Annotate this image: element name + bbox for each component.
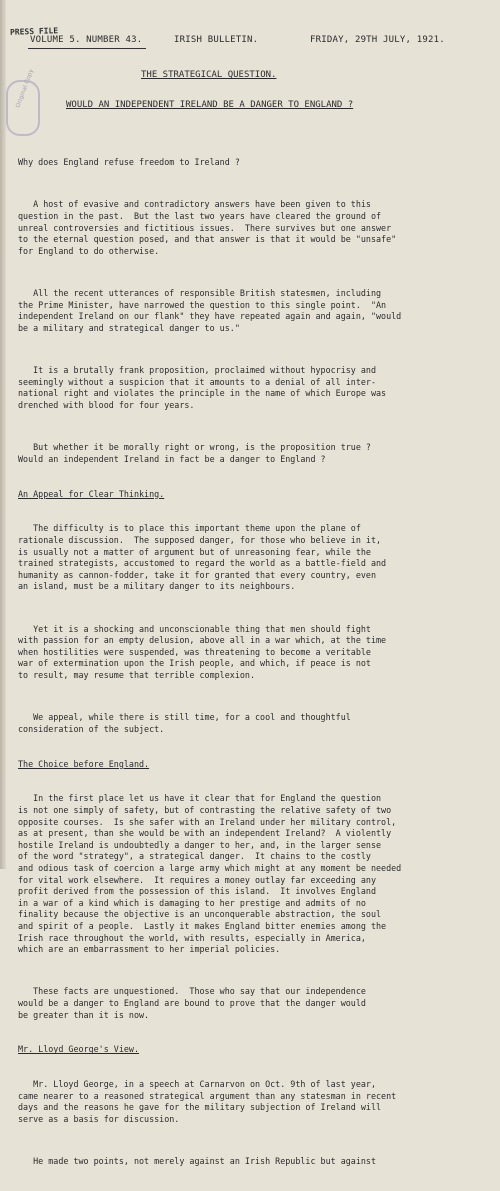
paragraph: In the first place let us have it clear that for England the question is not one simply of safety, but of contrasting the relative safety of two opposite courses. Is she safer with an Ireland under her military control, as at present, than she would be with an independent Ireland? A violently hostile Ireland is undoubtedly a danger to her, and, in the larger sense of the word "strategy", a strategical danger. It chains to the costly and odious task of coercion a large army which might at any moment be needed for vital work elsewhere. It requires a money outlay far exceeding any profit derived from the possession of this island. It involves England in a war of a kind which is damaging to her prestige and admits of no finality because the objective is an unconquerable abstraction, the soul and spirit of a people. Lastly it makes England bitter enemies among the Irish race throughout the world, with results, especially in America, which are an embarrassment to her imperial policies. (18, 793, 402, 955)
paragraph: These facts are unquestioned. Those who say that our independence would be a danger to England are bound to prove that the danger would be greater than it is now. (18, 986, 366, 1020)
volume-number: VOLUME 5. NUMBER 43. (30, 35, 143, 45)
paragraph: He made two points, not merely against an Irish Republic but against (18, 1156, 376, 1167)
original-copy-stamp: Original Copy (6, 80, 40, 136)
paragraph: All the recent utterances of responsible British statesmen, including the Prime Minister, have narrowed the question to this single point. "An independent Ireland on our flank" they have repeated again and again, "would be a military and strategical danger to us." (18, 288, 402, 333)
paragraph: Why does England refuse freedom to Ireland ? (18, 157, 240, 168)
section-heading: An Appeal for Clear Thinking. (18, 488, 165, 499)
paragraph: The difficulty is to place this important theme upon the plane of rationale discussion. The supposed danger, for those who believe in it, is usually not a matter of argument but of unreasoning fear, while the trained strategists, accustomed to regard the world as a battle-field and humanity as cannon-fodder, take it for granted that every country, even an island, must be a military danger to its neighbours. (18, 523, 387, 592)
paragraph: Mr. Lloyd George, in a speech at Carnarvon on Oct. 9th of last year, came nearer to a reasoned strategical argument than any statesman in recent days and the reasons he gave for the military subjection of Ireland will serve as a basis for discussion. (18, 1079, 397, 1124)
page-binding-edge (0, 0, 6, 869)
header-underline (28, 48, 146, 49)
section-heading: Mr. Lloyd George's View. (18, 1044, 140, 1055)
paragraph: It is a brutally frank proposition, proclaimed without hypocrisy and seemingly without a suspicion that it amounts to a denial of all inter- national right and violates the principle in the name of which Europe was drenched with blood for four years. (18, 365, 387, 410)
article-title: THE STRATEGICAL QUESTION. (141, 70, 277, 80)
section-heading: The Choice before England. (18, 758, 150, 769)
paragraph: But whether it be morally right or wrong, is the proposition true ? Would an independent Ireland in fact be a danger to England ? (18, 442, 371, 464)
paragraph: A host of evasive and contradictory answers have been given to this question in the past. But the last two years have cleared the ground of unreal controversies and fictitious issues. There survives but one answer to the eternal question posed, and that answer is that it would be "unsafe" for England to do otherwise. (18, 199, 397, 256)
article-body (18, 134, 488, 1191)
publication-name: IRISH BULLETIN. (174, 35, 259, 45)
article-subtitle: WOULD AN INDEPENDENT IRELAND BE A DANGER TO ENGLAND ? (66, 100, 354, 110)
paragraph: We appeal, while there is still time, for a cool and thoughtful consideration of the subject. (18, 712, 351, 734)
paragraph: Yet it is a shocking and unconscionable thing that men should fight with passion for an empty delusion, above all in a war which, at the time when hostilities were suspended, was threatening to become a veritable war of extermination upon the Irish people, and which, if peace is not to result, may resume that terrible complexion. (18, 623, 387, 681)
issue-date: FRIDAY, 29TH JULY, 1921. (310, 35, 445, 45)
press-file-stamp: PRESS FILE (9, 26, 59, 37)
